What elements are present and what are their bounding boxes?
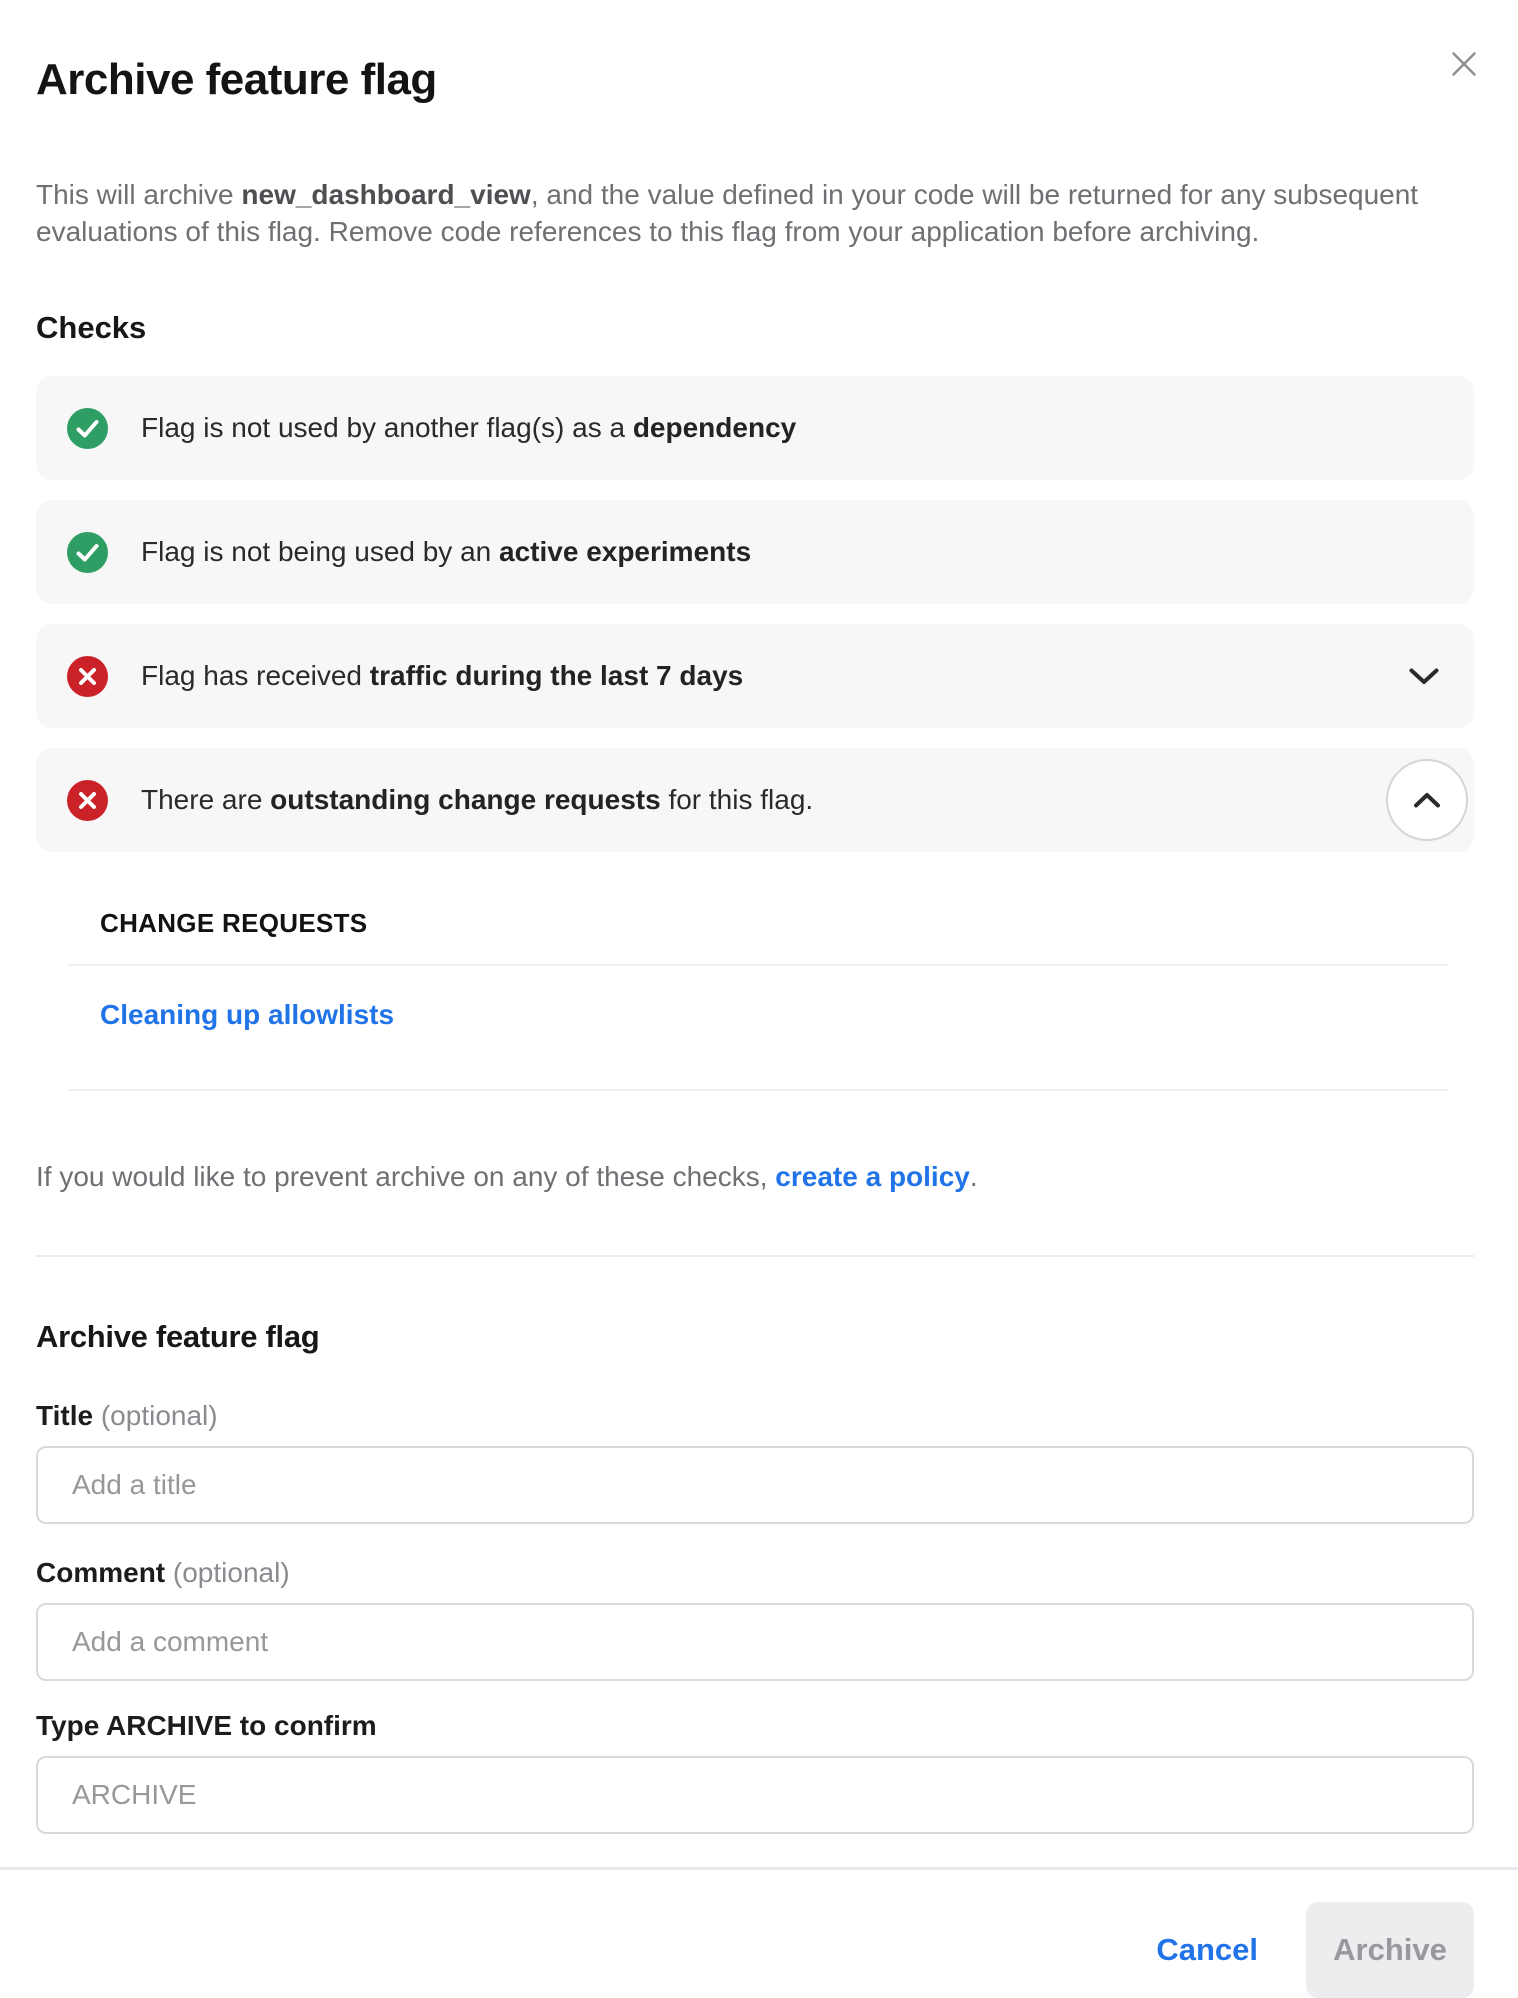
- modal-title: Archive feature flag: [36, 55, 437, 104]
- check-text: Flag is not used by another flag(s) as a dependency: [141, 412, 797, 443]
- chevron-up-icon: [1413, 792, 1441, 809]
- footer: [36, 1870, 1474, 1998]
- cancel-button[interactable]: Cancel: [1156, 1902, 1258, 1998]
- close-icon: [1449, 49, 1479, 79]
- create-policy-link[interactable]: create a policy: [775, 1161, 970, 1192]
- expand-traffic-button[interactable]: [1408, 667, 1440, 686]
- title-field-label: Title (optional): [36, 1400, 218, 1431]
- close-button[interactable]: [1444, 44, 1484, 84]
- confirm-field-label: Type ARCHIVE to confirm: [36, 1710, 377, 1741]
- section-divider: [36, 1255, 1474, 1257]
- divider: [68, 1089, 1448, 1091]
- archive-confirm-input[interactable]: [36, 1756, 1474, 1834]
- change-request-link[interactable]: Cleaning up allowlists: [100, 999, 395, 1030]
- collapse-change-requests-button[interactable]: [1386, 759, 1468, 841]
- change-requests-heading: CHANGE REQUESTS: [100, 908, 368, 938]
- check-text: Flag is not being used by an active experiments: [141, 536, 752, 567]
- title-input[interactable]: [36, 1446, 1474, 1524]
- check-row-active-experiments: [36, 500, 1474, 604]
- check-text: Flag has received traffic during the last 7 days: [141, 660, 744, 691]
- check-fail-icon: [67, 656, 108, 697]
- check-pass-icon: [67, 408, 108, 449]
- policy-note: If you would like to prevent archive on any of these checks, create a policy.: [36, 1161, 978, 1192]
- checks-heading: Checks: [36, 310, 147, 345]
- change-requests-panel: [68, 908, 1448, 1091]
- check-text: There are outstanding change requests for this flag.: [141, 784, 814, 815]
- description-pre: This will archive: [36, 179, 242, 210]
- description-post: , and the value defined in your code will be returned for any subsequent evaluations of this flag. Remove code references to this flag from your application before archiving.: [36, 179, 1419, 247]
- check-row-dependency: [36, 376, 1474, 480]
- check-fail-icon: [67, 780, 108, 821]
- chevron-down-icon: [1408, 667, 1440, 686]
- check-row-change-requests[interactable]: [36, 748, 1474, 852]
- archive-button[interactable]: Archive: [1306, 1902, 1474, 1998]
- form-heading: Archive feature flag: [36, 1319, 320, 1354]
- flag-name: new_dashboard_view: [241, 179, 531, 210]
- comment-field-label: Comment (optional): [36, 1557, 290, 1588]
- change-request-row: [68, 966, 1448, 1063]
- modal-description: [36, 176, 1451, 250]
- comment-input[interactable]: [36, 1603, 1474, 1681]
- check-row-traffic[interactable]: [36, 624, 1474, 728]
- check-pass-icon: [67, 532, 108, 573]
